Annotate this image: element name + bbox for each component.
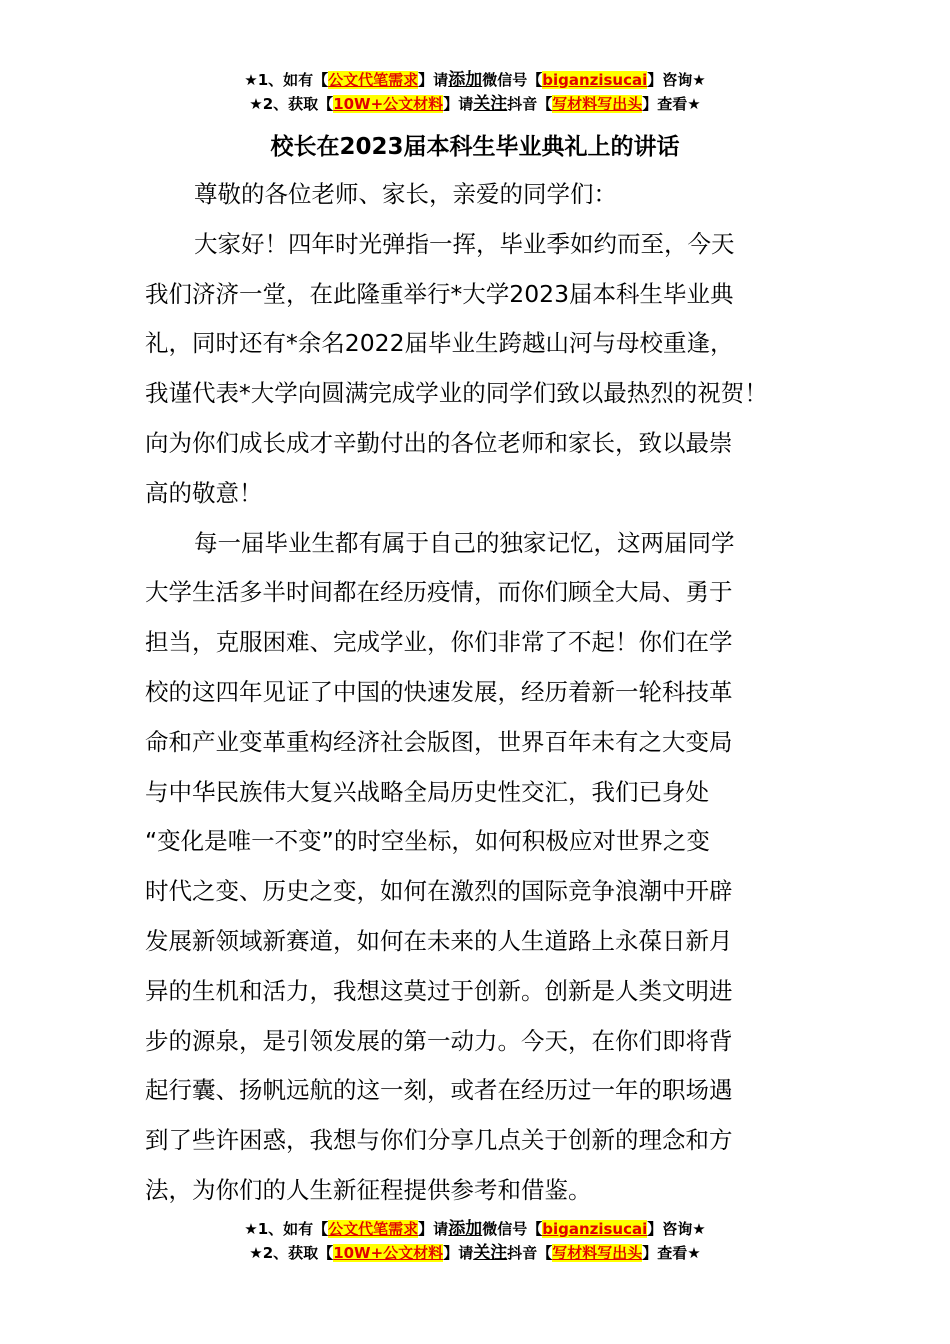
ad-text: 添加 — [448, 70, 483, 90]
ad-line — [0, 92, 950, 116]
ad-text: ★2、获取【 — [249, 1244, 334, 1262]
document-title: 校长在2023届本科生毕业典礼上的讲话 — [270, 134, 680, 160]
text-line: 命和产业变革重构经济社会版图，世界百年未有之大变局 — [145, 727, 733, 756]
text-line: 校的这四年见证了中国的快速发展，经历着新一轮科技革 — [145, 677, 733, 706]
ad-text: biganzisucai — [542, 71, 648, 89]
text-line: 担当，克服困难、完成学业，你们非常了不起！你们在学 — [145, 628, 733, 657]
ad-text: biganzisucai — [542, 1220, 648, 1238]
ad-text: ★1、如有【 — [244, 71, 329, 89]
ad-text: 】查看★ — [642, 95, 701, 113]
ad-text: ★2、获取【 — [249, 95, 334, 113]
ad-text: 关注 — [473, 94, 508, 114]
text-line: 每一届毕业生都有属于自己的独家记忆，这两届同学 — [194, 528, 735, 557]
ad-text: 】请 — [418, 1220, 449, 1238]
text-line: 到了些许困惑，我想与你们分享几点关于创新的理念和方 — [145, 1126, 733, 1155]
text-line: 法，为你们的人生新征程提供参考和借鉴。 — [145, 1175, 592, 1204]
text-line: 高的敬意！ — [145, 478, 263, 507]
ad-line — [0, 68, 950, 92]
ad-text: 】请 — [443, 1244, 474, 1262]
text-line: “变化是唯一不变”的时空坐标，如何积极应对世界之变 — [145, 827, 710, 856]
text-line: 向为你们成长成才辛勤付出的各位老师和家长，致以最崇 — [145, 428, 733, 457]
ad-text: 关注 — [473, 1243, 508, 1263]
text-line: 我们济济一堂，在此隆重举行*大学2023届本科生毕业典 — [145, 279, 734, 308]
text-line: 大学生活多半时间都在经历疫情，而你们顾全大局、勇于 — [145, 578, 733, 607]
text-line: 尊敬的各位老师、家长，亲爱的同学们： — [194, 180, 617, 208]
text-line: 大家好！四年时光弹指一挥，毕业季如约而至，今天 — [194, 229, 735, 258]
ad-line — [0, 1217, 950, 1241]
document-body — [145, 170, 825, 1216]
ad-text: 】查看★ — [642, 1244, 701, 1262]
ad-text: 微信号【 — [482, 71, 543, 89]
ad-text: 公文代笔需求 — [328, 1220, 419, 1238]
text-line: 时代之变、历史之变，如何在激烈的国际竞争浪潮中开辟 — [145, 877, 733, 906]
ad-text: 公文代笔需求 — [328, 71, 419, 89]
ad-text: 】咨询★ — [647, 71, 706, 89]
ad-text: 】请 — [443, 95, 474, 113]
ad-text: 写材料写出头 — [552, 95, 643, 113]
ad-line — [0, 1241, 950, 1265]
text-line: 我谨代表*大学向圆满完成学业的同学们致以最热烈的祝贺！ — [145, 379, 768, 408]
ad-text: ★1、如有【 — [244, 1220, 329, 1238]
ad-text: 抖音【 — [507, 95, 553, 113]
text-line: 发展新领域新赛道，如何在未来的人生道路上永葆日新月 — [145, 926, 733, 955]
text-line: 与中华民族伟大复兴战略全局历史性交汇，我们已身处 — [145, 777, 709, 806]
text-line: 步的源泉，是引领发展的第一动力。今天，在你们即将背 — [145, 1026, 733, 1055]
ad-text: 】请 — [418, 71, 449, 89]
ad-text: 抖音【 — [507, 1244, 553, 1262]
ad-text: 写材料写出头 — [552, 1244, 643, 1262]
ad-text: 微信号【 — [482, 1220, 543, 1238]
ad-text: 】咨询★ — [647, 1220, 706, 1238]
ad-text: 添加 — [448, 1219, 483, 1239]
ad-text: 10W+公文材料 — [333, 1244, 444, 1262]
text-line: 起行囊、扬帆远航的这一刻，或者在经历过一年的职场遇 — [145, 1076, 733, 1105]
text-line: 礼，同时还有*余名2022届毕业生跨越山河与母校重逢， — [145, 329, 734, 358]
ad-text: 10W+公文材料 — [333, 95, 444, 113]
text-line: 异的生机和活力，我想这莫过于创新。创新是人类文明进 — [145, 976, 733, 1005]
